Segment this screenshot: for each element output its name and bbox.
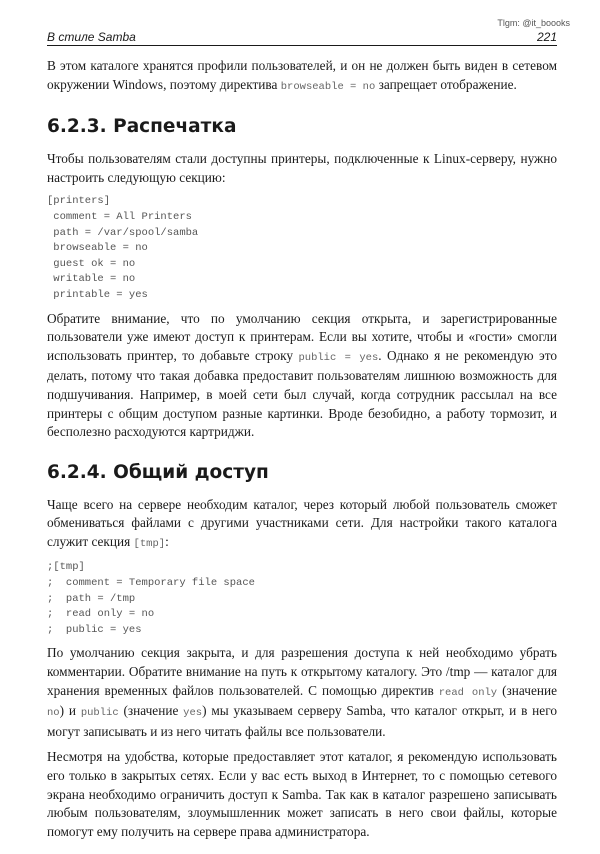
text-run: Обратите внимание, что по умолчанию секция открыта, и зарегистрированные пользователи уже имеют доступ к принтерам. Если вы хотите, чтобы и «гости» смогли использовать принтер, то добавьте строку [47, 310, 557, 363]
code-line: comment = All Printers [47, 210, 192, 223]
inline-code: read only [438, 686, 498, 699]
paragraph [47, 310, 557, 442]
chapter-title: В стиле Samba [47, 30, 136, 44]
section-heading: 6.2.4. Общий доступ [47, 461, 269, 483]
code-line: ; public = yes [47, 623, 142, 636]
text-run: По умолчанию секция закрыта, и для разрешения доступа к ней необходимо убрать комментарии. Обратите внимание на путь к открытому каталогу. Это /tmp — каталог для хранения временных файлов пользователей. С помощью директив [47, 645, 557, 698]
text-run: : [165, 533, 169, 549]
text-run: Чаще всего на сервере необходим каталог, через который любой пользователь сможет обмениваться файлами с другими участниками сети. Для настройки такого каталога служит секция [47, 496, 557, 549]
code-line: guest ok = no [47, 257, 136, 270]
code-line: writable = no [47, 273, 136, 286]
paragraph [47, 57, 557, 96]
text-run: ) и [59, 703, 81, 719]
text-run: (значение [497, 682, 557, 698]
code-line: ;[tmp] [47, 561, 85, 574]
paragraph [47, 150, 557, 187]
text-run: . Однако я не рекомендую это делать, потому что такая добавка предоставит пользователям лишнюю возможность для подшучивания. Например, в моей сети был случай, когда сотрудник рассылал на все принтеры с общим доступом разные картинки. Вроде безобидно, а работу тормозит, и бесполезно расходуются картриджи. [47, 347, 557, 440]
text-run: (значение [118, 703, 184, 719]
code-line: ; path = /tmp [47, 592, 136, 605]
paragraph [47, 644, 557, 741]
code-line: printable = yes [47, 288, 148, 301]
inline-code: [tmp] [133, 537, 166, 550]
code-line: ; read only = no [47, 608, 155, 621]
section-heading: 6.2.3. Распечатка [47, 116, 237, 138]
inline-code: browseable = no [280, 80, 376, 93]
page-number: 221 [536, 30, 557, 44]
inline-code: public [80, 707, 119, 720]
page-body [47, 57, 557, 848]
code-line: ; comment = Temporary file space [47, 577, 255, 590]
text-run: Чтобы пользователям стали доступны принтеры, подключенные к Linux-серверу, нужно настроить следующую секцию: [47, 151, 557, 185]
code-line: browseable = no [47, 242, 148, 255]
code-block [47, 560, 557, 638]
inline-code: public = yes [298, 351, 379, 364]
paragraph [47, 496, 557, 554]
inline-code: no [47, 707, 60, 720]
text-run: Несмотря на удобства, которые предоставляет этот каталог, я рекомендую использовать его только в закрытых сетях. Если у вас есть выход в Интернет, то с помощью сетевого экрана необходимо ограничить доступ к Samba. Так как в каталог разрешено записывать любым пользователям, злоумышленник может записать в него свои файлы, которые помогут ему получить на сервере права администратора. [47, 749, 557, 839]
inline-code: yes [183, 707, 203, 720]
running-header [47, 31, 557, 46]
paragraph [47, 748, 557, 841]
code-block [47, 194, 557, 303]
text-run: В этом каталоге хранятся профили пользователей, и он не должен быть виден в сетевом окружении Windows, поэтому директива [47, 58, 557, 92]
watermark: Tlgm: @it_boooks [497, 18, 570, 28]
text-run: ) мы указываем серверу Samba, что каталог открыт, и в него могут записывать и из него читать файлы все пользователи. [47, 703, 557, 739]
text-run: запрещает отображение. [375, 76, 517, 92]
code-line: path = /var/spool/samba [47, 226, 199, 239]
code-line: [printers] [47, 195, 111, 208]
